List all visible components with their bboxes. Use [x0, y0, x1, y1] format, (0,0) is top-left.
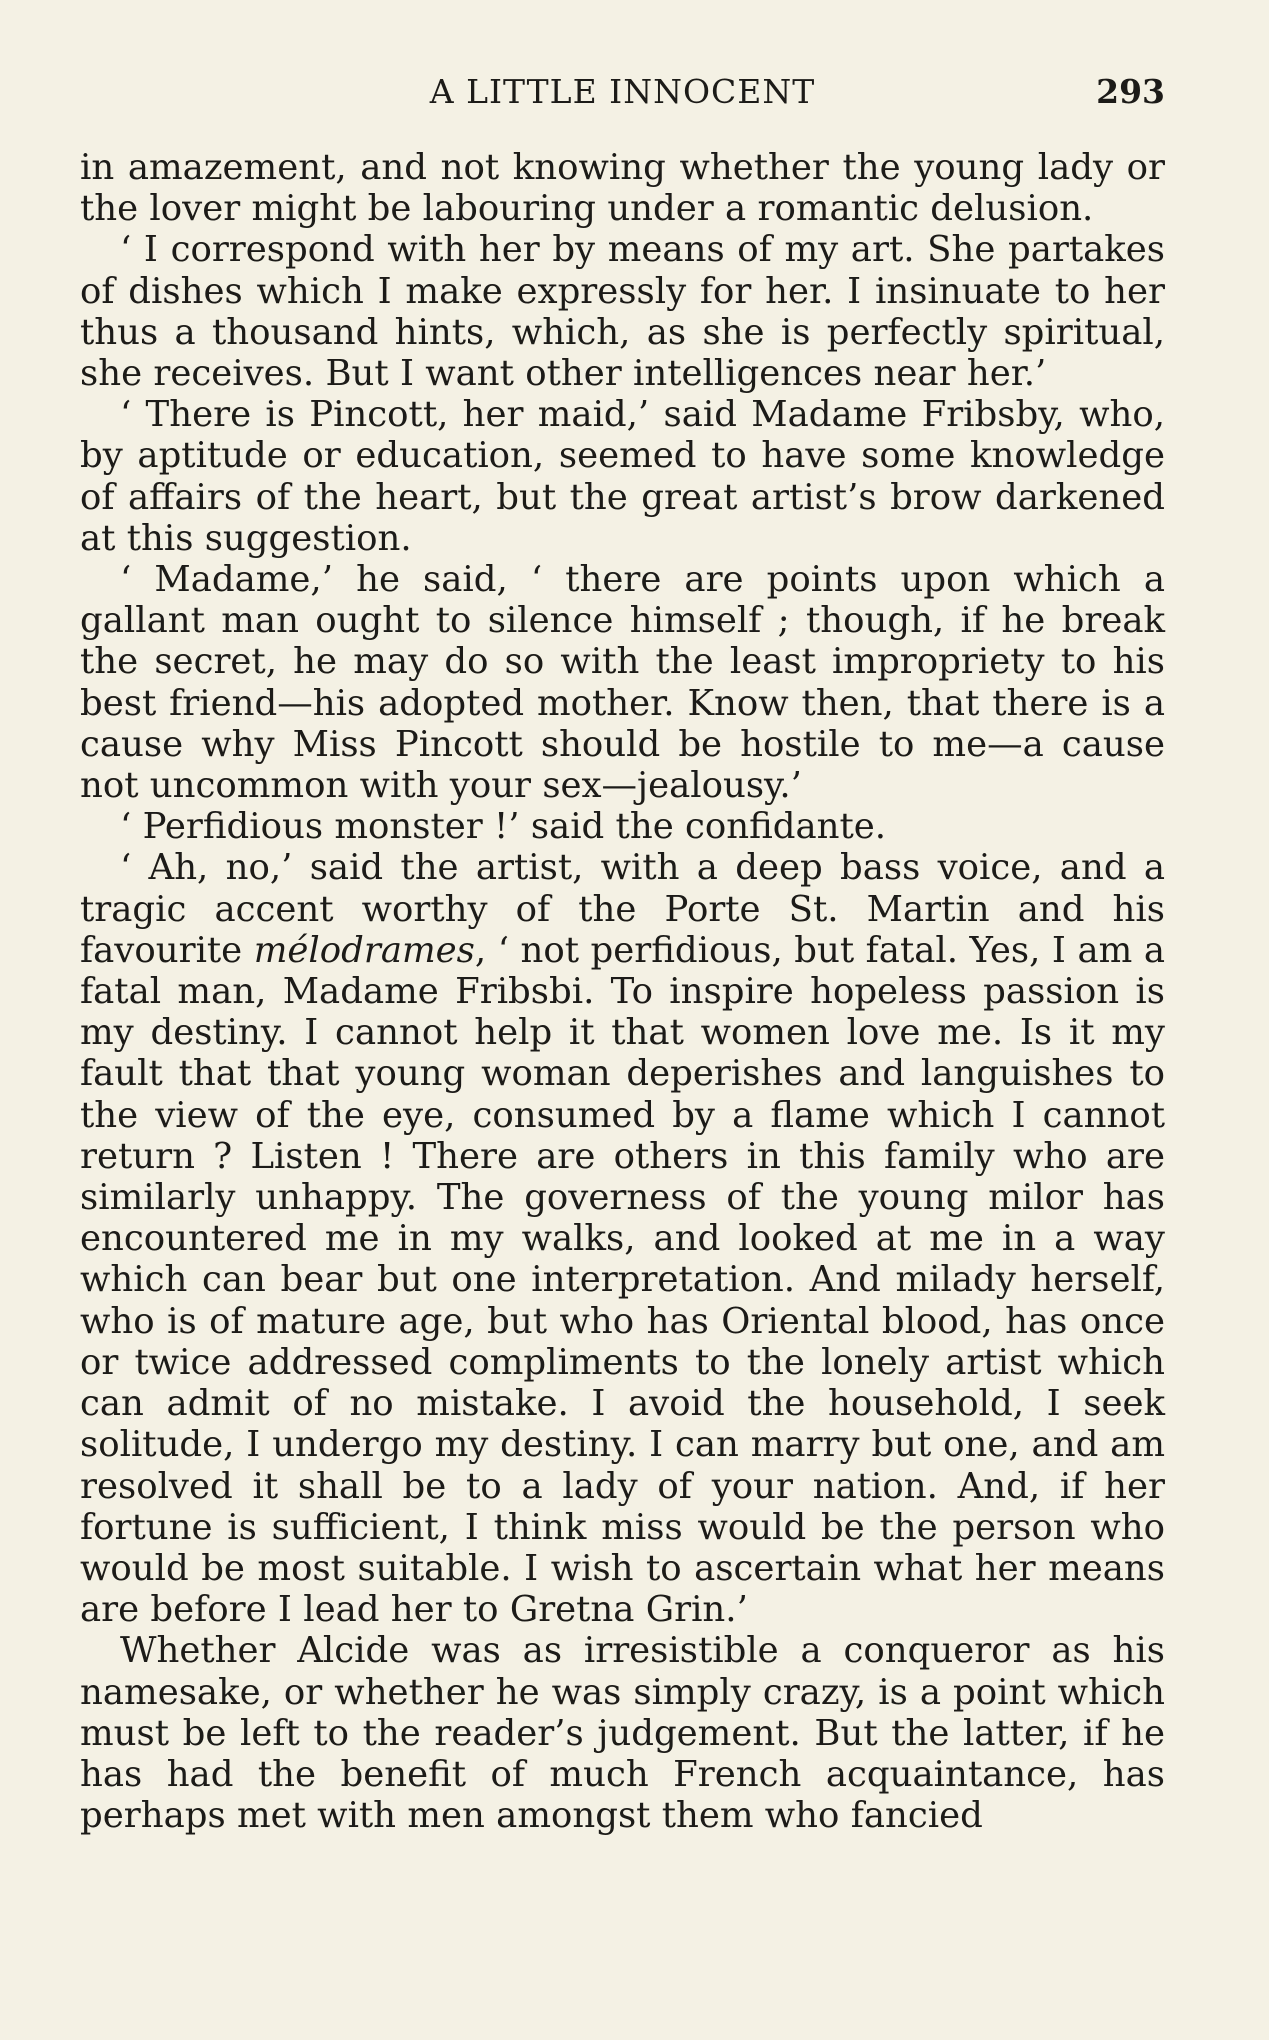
running-title: A LITTLE INNOCENT — [429, 72, 816, 111]
page-number: 293 — [1096, 72, 1165, 111]
text-run: , ‘ not perfidious, but fatal. Yes, I am a fatal man, Madame Fribsbi. To inspire hopeless passion is my destiny. I cannot help it that women love me. Is it my fault that that young woman deperishes and languishes to the view of the eye, consumed by a flame which I cannot return ? Listen ! There are others in this family who are similarly unhappy. The governess of the young milor has encountered me in my walks, and looked at me in a way which can bear but one interpretation. And milady herself, who is of mature age, but who has Oriental blood, has once or twice addressed compliments to the lonely artist which can admit of no mistake. I avoid the household, I seek solitude, I undergo my destiny. I can marry but one, and am resolved it shall be to a lady of your nation. And, if her fortune is sufficient, I think miss would be the person who would be most suitable. I wish to ascertain what her means are before I lead her to Gretna Grin.’ — [80, 929, 1166, 1631]
italic-term: mélodrames — [253, 929, 475, 971]
paragraph: ‘ I correspond with her by means of my art. She partakes of dishes which I make expressly for her. I insinuate to her thus a thousand hints, which, as she is perfectly spiritual, she receives. But I want other intelligences near her.’ — [80, 229, 1165, 395]
running-head — [80, 72, 1165, 118]
body-text — [80, 147, 1165, 1836]
paragraph: ‘ There is Pincott, her maid,’ said Madame Fribsby, who, by aptitude or education, seemed to have some knowledge of affairs of the heart, but the great artist’s brow darkened at this suggestion. — [80, 394, 1165, 559]
paragraph: ‘ Perfidious monster !’ said the confidante. — [120, 806, 887, 848]
text-run: ‘ Ah, no,’ said the artist, with a deep bass voice, and a tragic accent worthy of the Porte St. Martin and his favourite — [80, 847, 1165, 971]
paragraph — [80, 847, 1165, 1630]
paragraph-continued: in amazement, and not knowing whether the young lady or the lover might be labouring under a romantic delusion. — [80, 147, 1165, 230]
paragraph: Whether Alcide was as irresistible a conqueror as his namesake, or whether he was simply crazy, is a point which must be left to the reader’s judgement. But the latter, if he has had the benefit of much French acquaintance, has perhaps met with men amongst them who fancied — [80, 1630, 1165, 1837]
paragraph: ‘ Madame,’ he said, ‘ there are points upon which a gallant man ought to silence himself ; though, if he break the secret, he may do so with the least impropriety to his best friend—his adopted mother. Know then, that there is a cause why Miss Pincott should be hostile to me—a cause not uncommon with your sex—jealousy.’ — [80, 559, 1165, 807]
